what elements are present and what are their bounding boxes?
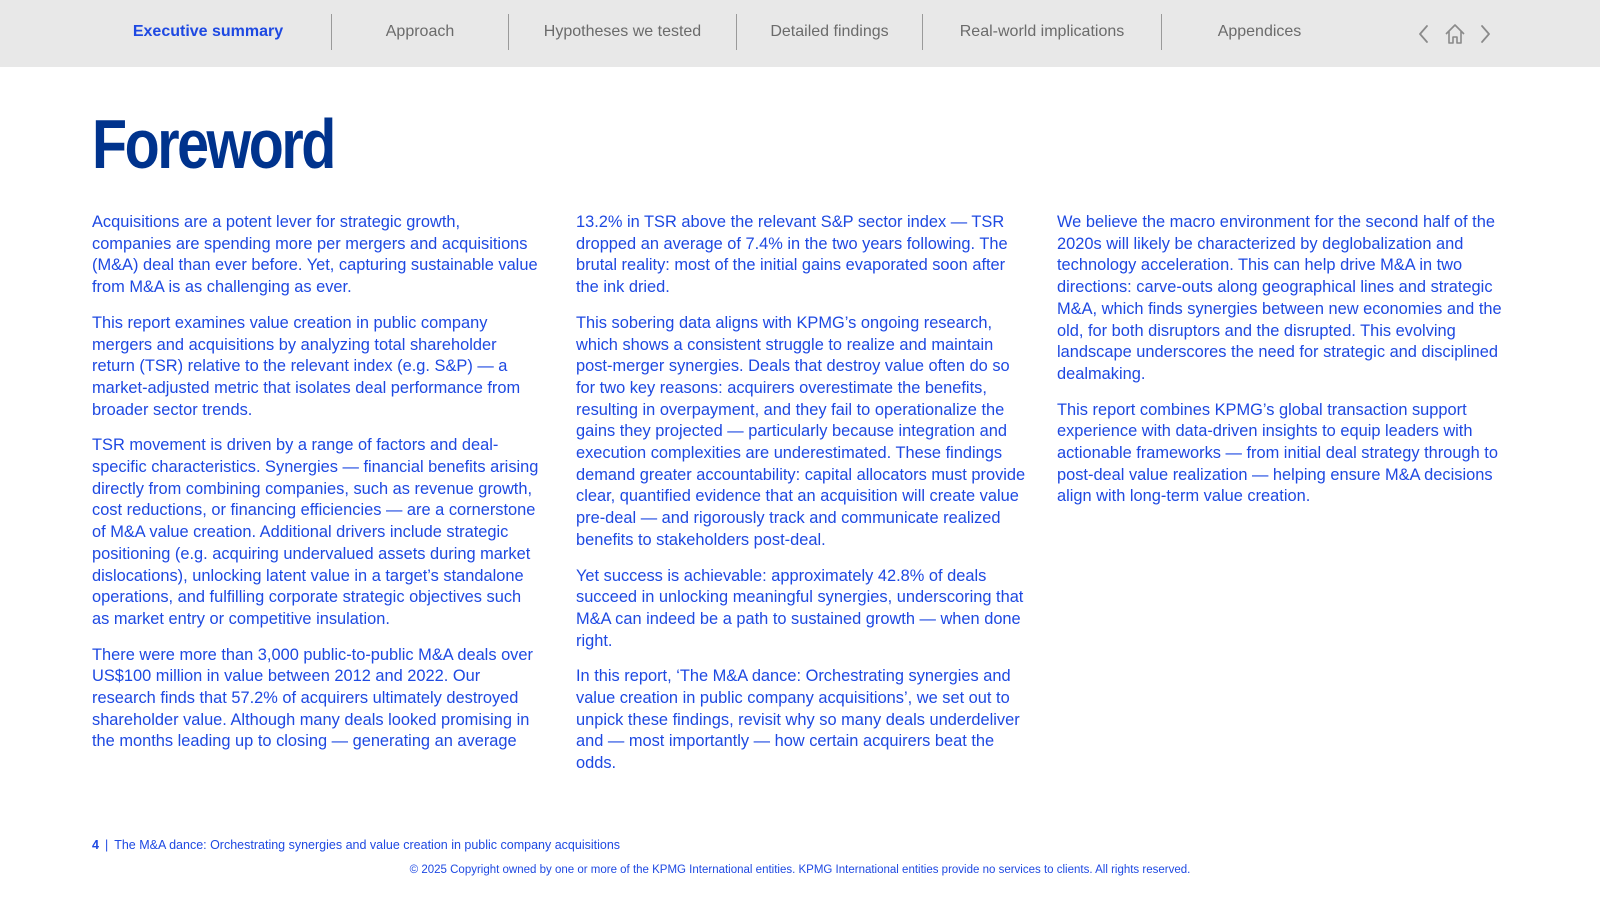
page-title: Foreword (92, 105, 334, 183)
text-column-1 (92, 212, 542, 767)
paragraph: There were more than 3,000 public-to-public M&A deals over US$100 million in value between 2012 and 2022. Our research finds that 57.2% of acquirers ultimately destroyed shareholder value. Although many deals looked promising in the months leading up to closing — generating an average (92, 645, 533, 751)
tab-appendices[interactable]: Appendices (1217, 23, 1302, 40)
paragraph: This report combines KPMG’s global transaction support experience with data-driven insights to equip leaders with actionable frameworks — from initial deal strategy through to post-deal value realization — helping ensure M&A decisions align with long-term value creation. (1057, 400, 1498, 506)
paragraph: Yet success is achievable: approximately 42.8% of deals succeed in unlocking meaningful synergies, underscoring that M&A can indeed be a path to sustained growth — when done right. (576, 566, 1024, 650)
tab-real-world-implications[interactable]: Real-world implications (959, 23, 1125, 40)
paragraph: This report examines value creation in public company mergers and acquisitions by analyzing total shareholder return (TSR) relative to the relevant index (e.g. S&P) — a market-adjusted metric that isolates deal performance from broader sector trends. (92, 313, 521, 419)
document-title: The M&A dance: Orchestrating synergies and value creation in public company acquisitions (114, 838, 621, 852)
top-navigation-bar (0, 0, 1600, 67)
page-number: 4 (92, 838, 99, 852)
chevron-right-icon[interactable] (1473, 22, 1497, 46)
text-column-3 (1057, 212, 1509, 522)
paragraph: We believe the macro environment for the second half of the 2020s will likely be characterized by deglobalization and technology acceleration. This can help drive M&A in two directions: carve-outs along geographical lines and strategic M&A, which finds synergies between new economies and the old, for both disruptors and the disrupted. This evolving landscape underscores the need for strategic and disciplined dealmaking. (1057, 213, 1502, 383)
text-column-2 (576, 212, 1026, 789)
footer-separator: | (104, 838, 109, 852)
tab-hypotheses-we-tested[interactable]: Hypotheses we tested (543, 23, 702, 40)
tab-executive-summary[interactable]: Executive summary (132, 23, 284, 40)
tab-approach[interactable]: Approach (385, 23, 455, 40)
paragraph: This sobering data aligns with KPMG’s ongoing research, which shows a consistent struggle to realize and maintain post-merger synergies. Deals that destroy value often do so for two key reasons: acquirers overestimate the benefits, resulting in overpayment, and they fail to operationalize the gains they projected — particularly because integration and execution complexities are underestimated. These findings demand greater accountability: capital allocators must provide clear, quantified evidence that an acquisition will create value pre-deal — and rigorously track and communicate realized benefits to stakeholders post-deal. (576, 313, 1026, 549)
paragraph: Acquisitions are a potent lever for strategic growth, companies are spending more per mergers and acquisitions (M&A) deal than ever before. Yet, capturing sustainable value from M&A is as challenging as ever. (92, 213, 538, 297)
paragraph: In this report, ‘The M&A dance: Orchestrating synergies and value creation in public company acquisitions’, we set out to unpick these findings, revisit why so many deals underdeliver and — most importantly — how certain acquirers beat the odds. (576, 667, 1020, 773)
copyright-notice: © 2025 Copyright owned by one or more of the KPMG International entities. KPMG International entities provide no services to clients. All rights reserved. (409, 864, 1191, 876)
chevron-left-icon[interactable] (1412, 22, 1436, 46)
page-footer (92, 838, 620, 852)
tab-detailed-findings[interactable]: Detailed findings (770, 23, 889, 40)
paragraph: 13.2% in TSR above the relevant S&P sector index — TSR dropped an average of 7.4% in the two years following. The brutal reality: most of the initial gains evaporated soon after the ink dried. (576, 213, 1008, 297)
paragraph: TSR movement is driven by a range of factors and deal-specific characteristics. Synergies — financial benefits arising directly from combining companies, such as revenue growth, cost reductions, or financing efficiencies — are a cornerstone of M&A value creation. Additional drivers include strategic positioning (e.g. acquiring undervalued assets during market dislocations), unlocking latent value in a target’s standalone operations, and fulfilling corporate strategic objectives such as market entry or competitive insulation. (92, 436, 539, 628)
home-icon[interactable] (1443, 22, 1467, 46)
